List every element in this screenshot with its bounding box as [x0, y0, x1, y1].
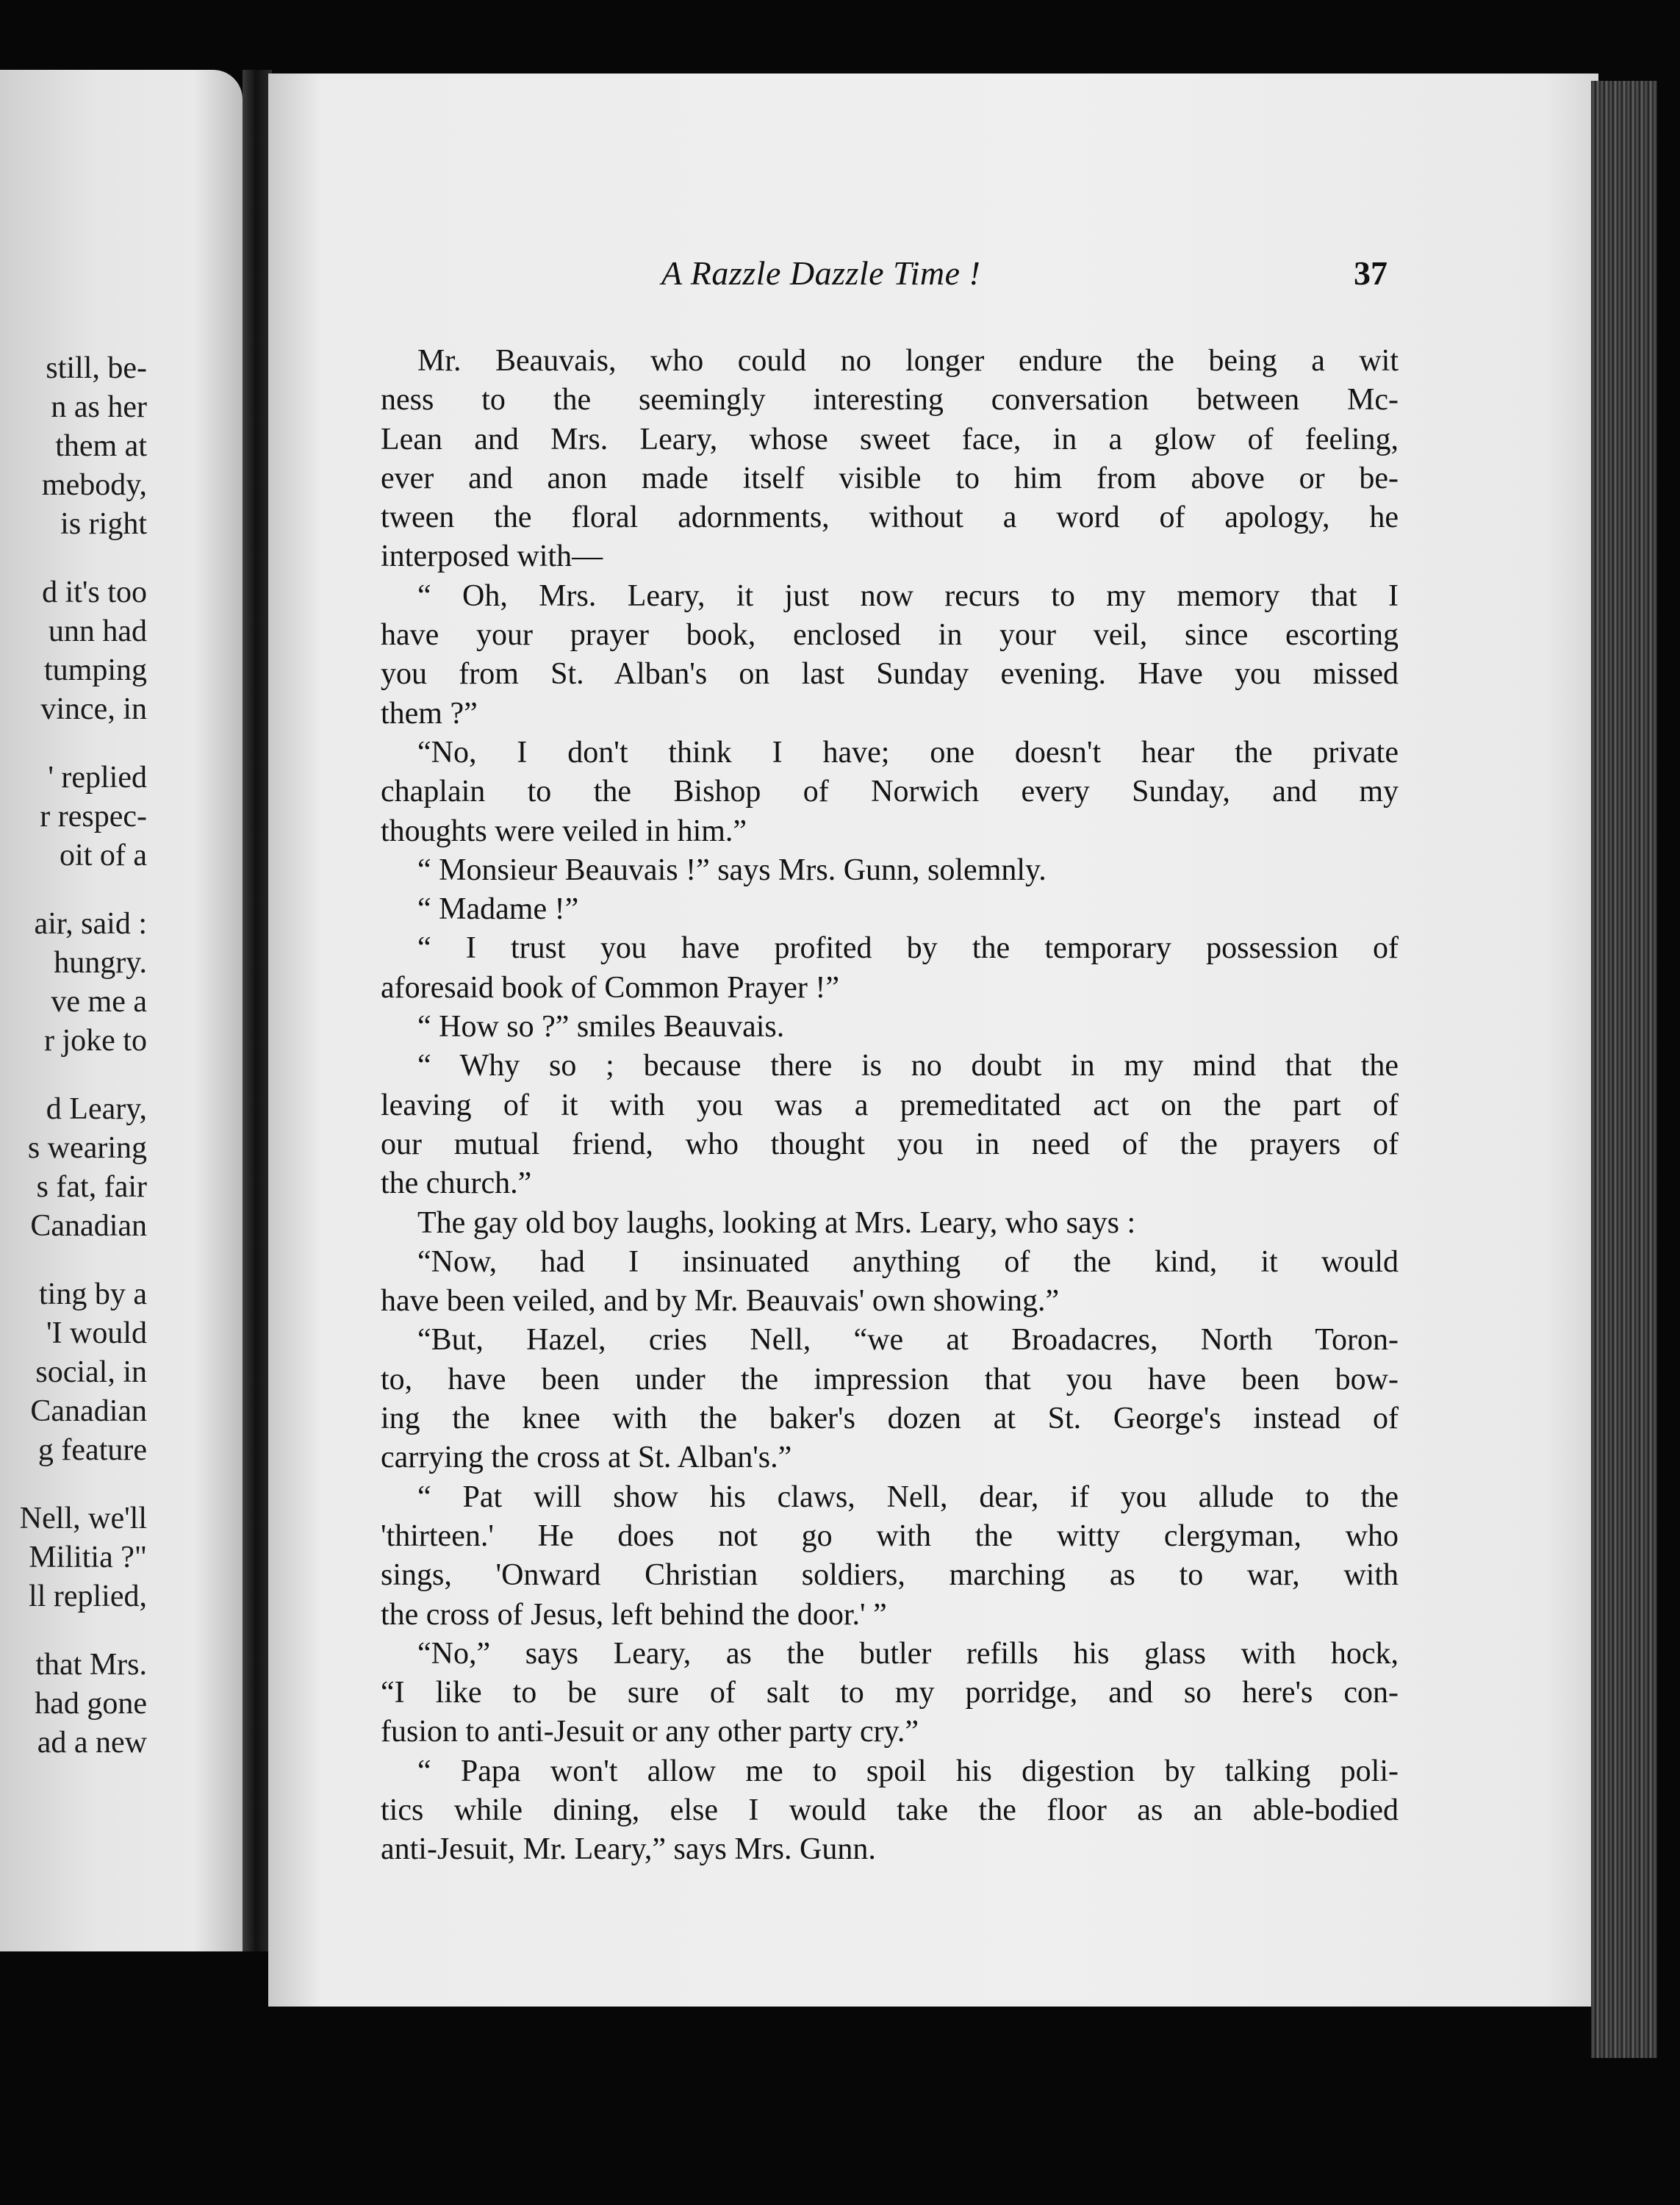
text-line: still, be- — [46, 351, 147, 385]
text-line: that Mrs. — [35, 1648, 147, 1682]
text-line: r joke to — [44, 1024, 147, 1058]
text-line: air, said : — [34, 907, 147, 941]
text-line: the cross of Jesus, left behind the door.' ” — [381, 1597, 887, 1632]
paragraph — [381, 577, 1399, 734]
text-line: Lean and Mrs. Leary, whose sweet face, in a glow of feeling, — [381, 422, 1399, 456]
text-line: fusion to anti-Jesuit or any other party cry.” — [381, 1715, 919, 1749]
text-line: the church.” — [381, 1166, 532, 1201]
text-line: Nell, we'll — [19, 1502, 147, 1535]
text-line: tumping — [43, 653, 147, 687]
paragraph-gap — [0, 729, 147, 759]
paragraph-gap — [0, 875, 147, 905]
text-line: d Leary, — [46, 1092, 147, 1126]
text-line: vince, in — [40, 692, 147, 726]
text-line: social, in — [35, 1355, 147, 1389]
text-line: is right — [60, 507, 147, 541]
running-title: A Razzle Dazzle Time ! — [661, 254, 981, 292]
paragraph — [381, 1008, 1399, 1047]
text-line: have been veiled, and by Mr. Beauvais' own showing.” — [381, 1284, 1060, 1319]
paragraph — [381, 1047, 1399, 1203]
text-line: them at — [55, 429, 147, 463]
text-line: leaving of it with you was a premeditated act on the part of — [381, 1088, 1399, 1122]
text-line: “ Madame !” — [417, 892, 579, 927]
text-line: thoughts were veiled in him.” — [381, 814, 747, 848]
text-line: The gay old boy laughs, looking at Mrs. Leary, who says : — [417, 1205, 1136, 1240]
text-line: sings, 'Onward Christian soldiers, marching as to war, with — [381, 1558, 1399, 1593]
text-line: s fat, fair — [36, 1170, 147, 1204]
text-line: aforesaid book of Common Prayer !” — [381, 970, 839, 1005]
paragraph-gap — [0, 1616, 147, 1646]
text-line: “No,” says Leary, as the butler refills his glass with hock, — [417, 1636, 1399, 1671]
text-line: r respec- — [40, 800, 147, 833]
text-line: “ Why so ; because there is no doubt in my mind that the — [417, 1049, 1399, 1083]
text-line: “ I trust you have profited by the temporary possession of — [417, 931, 1399, 966]
text-line: “No, I don't think I have; one doesn't hear the private — [417, 735, 1399, 770]
text-line: ever and anon made itself visible to him from above or be- — [381, 461, 1399, 495]
paragraph — [381, 1204, 1399, 1243]
text-line: hungry. — [54, 946, 147, 980]
paragraph — [381, 1752, 1399, 1870]
text-line: “ How so ?” smiles Beauvais. — [417, 1010, 785, 1044]
text-line: 'I would — [46, 1316, 147, 1350]
paragraph — [381, 1321, 1399, 1477]
text-line: “But, Hazel, cries Nell, “we at Broadacres, North Toron- — [417, 1323, 1399, 1358]
paragraph-gap — [0, 1061, 147, 1090]
paragraph — [381, 929, 1399, 1008]
page-body-text — [381, 342, 1399, 1870]
text-line: chaplain to the Bishop of Norwich every Sunday, and my — [381, 775, 1399, 809]
text-line: Mr. Beauvais, who could no longer endure the being a wit — [417, 344, 1399, 378]
text-line: ad a new — [37, 1726, 147, 1760]
paragraph-gap — [0, 1470, 147, 1499]
text-line: ness to the seemingly interesting conversation between Mc- — [381, 383, 1399, 417]
text-line: g feature — [37, 1433, 147, 1467]
paragraph — [381, 1243, 1399, 1322]
paragraph — [381, 851, 1399, 890]
text-line: “ Oh, Mrs. Leary, it just now recurs to my memory that I — [417, 578, 1399, 613]
text-line: had gone — [35, 1687, 147, 1721]
paragraph — [381, 1635, 1399, 1752]
paragraph — [381, 890, 1399, 929]
text-line: have your prayer book, enclosed in your veil, since escorting — [381, 618, 1399, 653]
text-line: ing the knee with the baker's dozen at St. George's instead of — [381, 1402, 1399, 1436]
text-line: you from St. Alban's on last Sunday evening. Have you missed — [381, 657, 1399, 692]
text-line: “I like to be sure of salt to my porridge, and so here's con- — [381, 1676, 1399, 1710]
running-head — [647, 254, 1396, 305]
text-line: unn had — [48, 614, 147, 648]
text-line: oit of a — [60, 839, 147, 872]
text-line: “ Papa won't allow me to spoil his digestion by talking poli- — [417, 1754, 1399, 1788]
text-line: mebody, — [41, 468, 147, 502]
previous-page-fragment — [0, 70, 243, 1951]
text-line: ' replied — [48, 761, 147, 795]
text-line: to, have been under the impression that you have been bow- — [381, 1362, 1399, 1396]
text-line: ting by a — [39, 1277, 147, 1311]
text-line: “ Pat will show his claws, Nell, dear, if you allude to the — [417, 1480, 1399, 1514]
paragraph — [381, 342, 1399, 577]
book-gutter — [243, 70, 272, 1951]
paragraph-gap — [0, 1246, 147, 1275]
paragraph — [381, 734, 1399, 851]
text-line: carrying the cross at St. Alban's.” — [381, 1441, 792, 1475]
text-line: s wearing — [27, 1131, 147, 1165]
paragraph-gap — [0, 544, 147, 573]
text-line: Militia ?" — [29, 1541, 147, 1574]
text-line: ve me a — [51, 985, 147, 1019]
text-line: tween the floral adornments, without a word of apology, he — [381, 501, 1399, 535]
text-line: 'thirteen.' He does not go with the witty clergyman, who — [381, 1519, 1399, 1553]
text-line: “Now, had I insinuated anything of the kind, it would — [417, 1244, 1399, 1279]
text-line: “ Monsieur Beauvais !” says Mrs. Gunn, solemnly. — [417, 853, 1047, 887]
page-number: 37 — [1354, 254, 1388, 292]
paragraph — [381, 1478, 1399, 1635]
previous-page-text — [0, 349, 147, 1763]
text-line: Canadian — [30, 1394, 147, 1428]
text-line: n as her — [51, 390, 147, 424]
page-edges — [1591, 81, 1657, 2058]
text-line: d it's too — [42, 576, 147, 609]
text-line: ll replied, — [29, 1580, 147, 1613]
text-line: Canadian — [30, 1209, 147, 1243]
text-line: them ?” — [381, 696, 478, 731]
text-line: tics while dining, else I would take the floor as an able-bodied — [381, 1793, 1399, 1827]
text-line: interposed with— — [381, 539, 603, 574]
text-line: our mutual friend, who thought you in need of the prayers of — [381, 1127, 1399, 1161]
text-line: anti-Jesuit, Mr. Leary,” says Mrs. Gunn. — [381, 1832, 876, 1867]
